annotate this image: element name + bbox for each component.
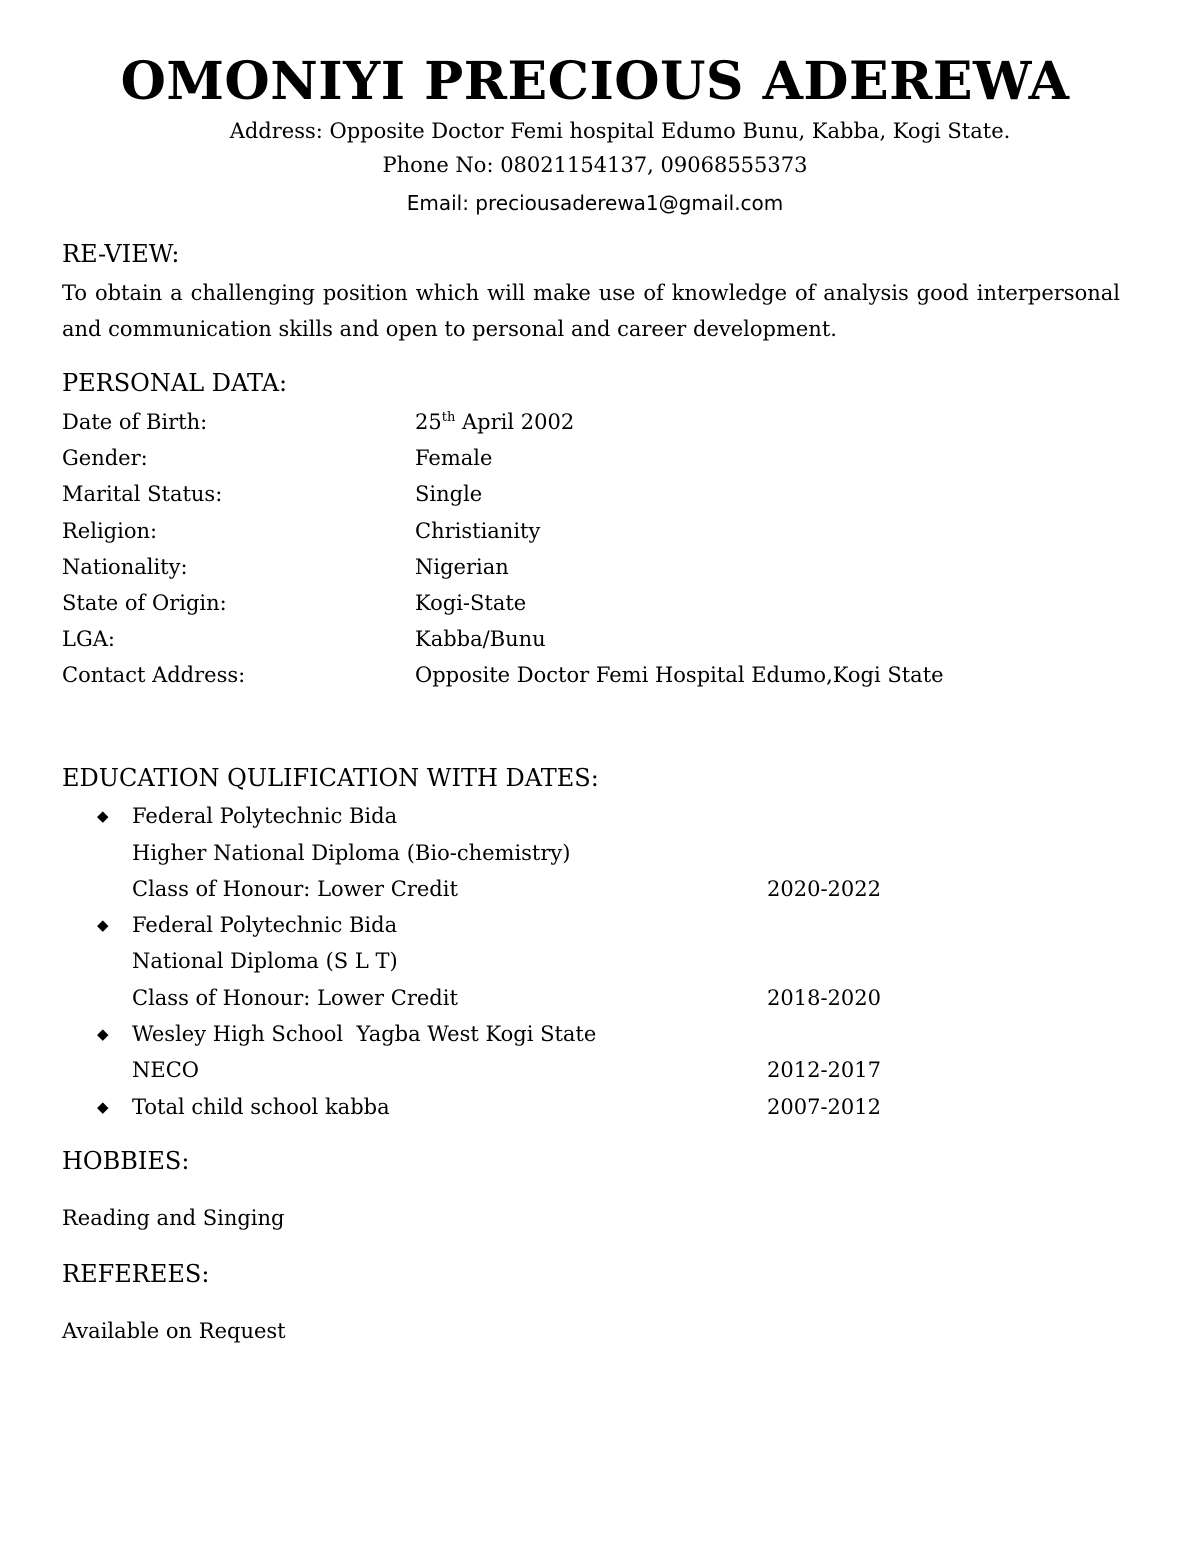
- personal-value: Christianity: [415, 519, 541, 543]
- dob-suffix: th: [441, 410, 456, 425]
- education-qualification: Higher National Diploma (Bio-chemistry): [132, 841, 571, 865]
- education-detail: Class of Honour: Lower Credit: [132, 877, 458, 901]
- personal-label: Religion:: [62, 519, 158, 543]
- personal-data-heading: PERSONAL DATA:: [62, 369, 288, 397]
- personal-label: State of Origin:: [62, 591, 227, 615]
- personal-value: Kabba/Bunu: [415, 627, 546, 651]
- phone-line: Phone No: 08021154137, 09068555373: [382, 153, 808, 177]
- review-heading: RE-VIEW:: [62, 240, 180, 268]
- diamond-bullet-icon: ◆: [97, 916, 109, 934]
- personal-value: Nigerian: [415, 555, 509, 579]
- hobbies-text: Reading and Singing: [62, 1206, 285, 1230]
- education-heading: EDUCATION QULIFICATION WITH DATES:: [62, 764, 599, 792]
- diamond-bullet-icon: ◆: [97, 1025, 109, 1043]
- education-school: Federal Polytechnic Bida: [132, 804, 398, 828]
- personal-label: Nationality:: [62, 555, 188, 579]
- dob-day: 25: [415, 410, 442, 434]
- personal-label: Date of Birth:: [62, 410, 208, 434]
- education-dates: 2007-2012: [767, 1095, 881, 1119]
- personal-value: Female: [415, 446, 493, 470]
- education-dates: 2020-2022: [767, 877, 881, 901]
- review-text: To obtain a challenging position which will make use of knowledge of analysis good interpersonal and communication skills and open to personal and career development.: [62, 281, 1120, 341]
- education-school: Wesley High School Yagba West Kogi State: [132, 1022, 597, 1046]
- hobbies-heading: HOBBIES:: [62, 1147, 190, 1175]
- education-dates: 2018-2020: [767, 986, 881, 1010]
- education-school: Federal Polytechnic Bida: [132, 913, 398, 937]
- education-qualification: National Diploma (S L T): [132, 949, 398, 973]
- diamond-bullet-icon: ◆: [97, 1098, 109, 1116]
- candidate-name: OMONIYI PRECIOUS ADEREWA: [120, 51, 1070, 112]
- personal-value: Single: [415, 482, 483, 506]
- personal-label: LGA:: [62, 627, 115, 651]
- dob-rest: April 2002: [455, 410, 575, 434]
- referees-text: Available on Request: [62, 1319, 286, 1343]
- personal-label: Contact Address:: [62, 663, 246, 687]
- diamond-bullet-icon: ◆: [97, 807, 109, 825]
- education-dates: 2012-2017: [767, 1058, 881, 1082]
- education-school: Total child school kabba: [132, 1095, 390, 1119]
- personal-label: Marital Status:: [62, 482, 223, 506]
- email-line: Email: preciousaderewa1@gmail.com: [406, 191, 784, 215]
- personal-value: [415, 406, 574, 442]
- education-detail: Class of Honour: Lower Credit: [132, 986, 458, 1010]
- referees-heading: REFEREES:: [62, 1260, 210, 1288]
- personal-value: Kogi-State: [415, 591, 527, 615]
- education-detail: NECO: [132, 1058, 199, 1082]
- personal-value: Opposite Doctor Femi Hospital Edumo,Kogi State: [415, 663, 944, 687]
- personal-label: Gender:: [62, 446, 148, 470]
- address-line: Address: Opposite Doctor Femi hospital Edumo Bunu, Kabba, Kogi State.: [229, 119, 1011, 143]
